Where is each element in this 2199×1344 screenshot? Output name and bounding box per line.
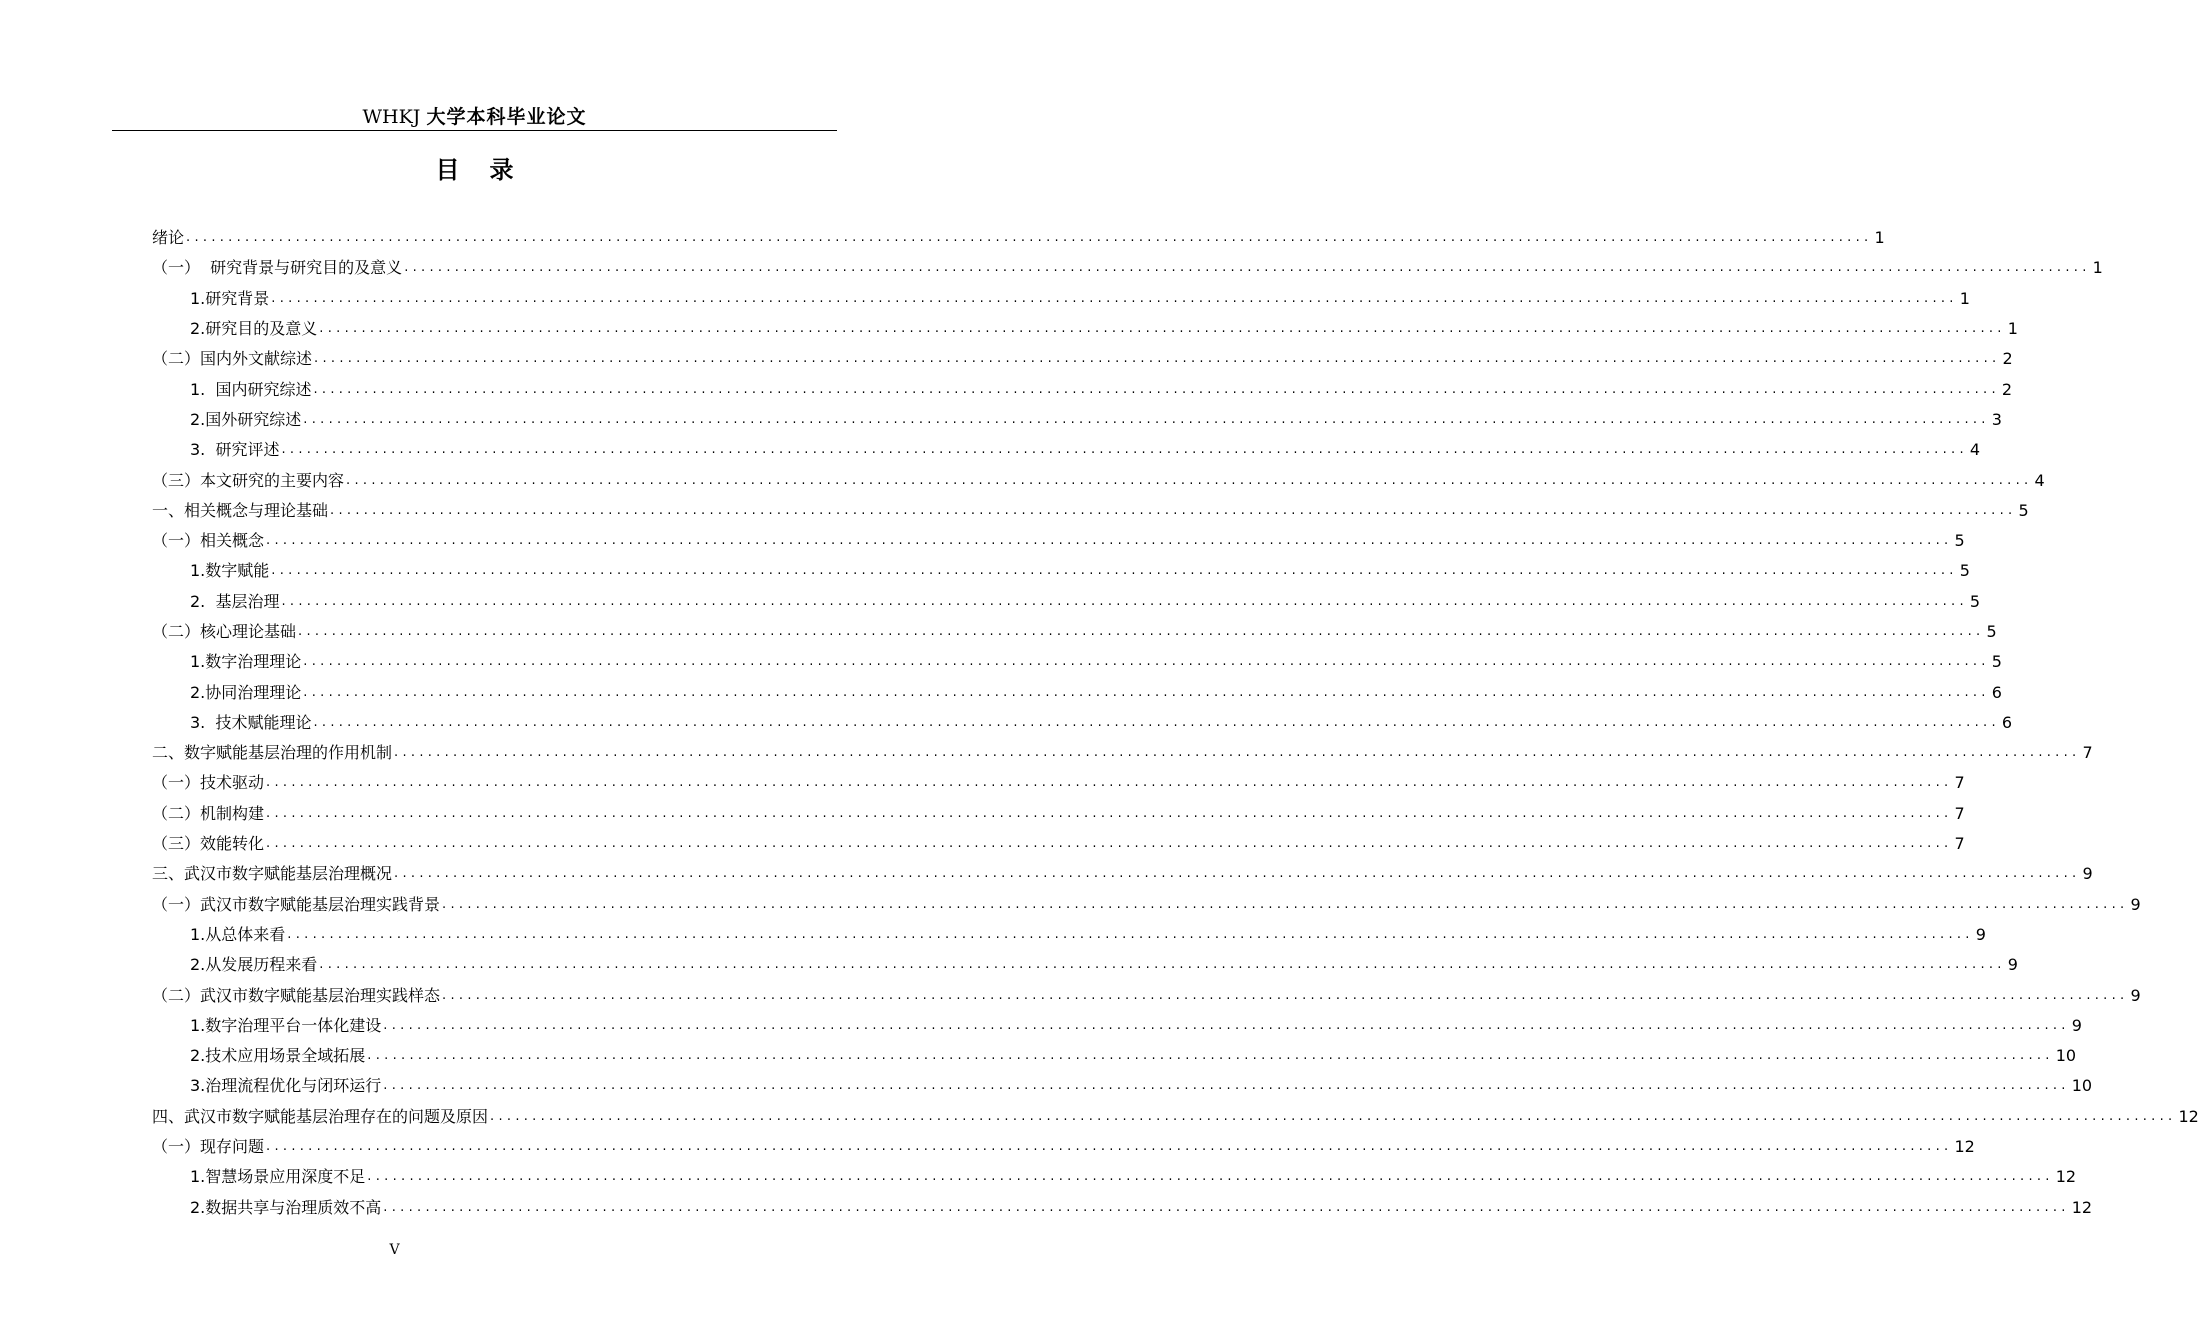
page-title: 目录 [435,156,544,184]
toc-entry-title: 二、数字赋能基层治理的作用机制 [152,743,393,763]
toc-dot-leader: ........................................................................................................................................................................................................ [186,230,1873,246]
toc-entry-title: 2. 基层治理 [190,591,280,611]
toc-entry-title: （二）国内外文献综述 [152,349,313,369]
toc-dot-leader: ........................................................................................................................................................................................................ [330,502,2017,518]
toc-dot-leader: ........................................................................................................................................................................................................ [303,684,1990,700]
toc-dot-leader: ........................................................................................................................................................................................................ [313,714,2000,730]
toc-entry-title: 1.从总体来看 [190,924,286,944]
toc-entry[interactable] [152,829,1965,859]
toc-entry[interactable] [152,768,1965,798]
toc-dot-leader: ........................................................................................................................................................................................................ [314,351,2001,367]
toc-entry-page: 12 [2055,1167,2077,1187]
toc-dot-leader: ........................................................................................................................................................................................................ [281,442,1968,458]
toc-entry-title: （一）技术驱动 [152,773,265,793]
toc-entry-page: 7 [1954,803,1965,823]
toc-entry-title: 1.智慧场景应用深度不足 [190,1167,366,1187]
toc-entry-page: 12 [2178,1106,2199,1126]
header-rule [112,130,837,131]
toc-dot-leader: ........................................................................................................................................................................................................ [266,1139,1953,1155]
toc-entry[interactable] [152,1132,1975,1162]
toc-dot-leader: ........................................................................................................................................................................................................ [266,836,1953,852]
toc-dot-leader: ........................................................................................................................................................................................................ [303,654,1990,670]
toc-dot-leader: ........................................................................................................................................................................................................ [404,260,2091,276]
toc-entry[interactable] [152,708,2013,738]
running-header [112,103,837,131]
toc-entry[interactable] [152,526,1965,556]
toc-entry[interactable] [152,1162,2077,1192]
table-of-contents [152,223,2199,1223]
toc-entry-page: 5 [1959,561,1970,581]
toc-entry-title: 1.研究背景 [190,288,270,308]
toc-entry-title: 1. 国内研究综述 [190,379,312,399]
toc-dot-leader: ........................................................................................................................................................................................................ [266,805,1953,821]
toc-entry-title: 1.数字治理平台一体化建设 [190,1015,382,1035]
toc-entry-page: 9 [2007,955,2018,975]
toc-entry[interactable] [152,1071,2093,1101]
toc-entry-title: 绪论 [152,228,185,248]
toc-dot-leader: ........................................................................................................................................................................................................ [271,563,1958,579]
toc-dot-leader: ........................................................................................................................................................................................................ [383,1017,2070,1033]
toc-entry-title: （一）相关概念 [152,531,265,551]
toc-dot-leader: ........................................................................................................................................................................................................ [346,472,2033,488]
toc-dot-leader: ........................................................................................................................................................................................................ [319,321,2006,337]
toc-entry-title: 1.数字赋能 [190,561,270,581]
toc-entry[interactable] [152,1041,2077,1071]
toc-entry-page: 9 [2071,1015,2082,1035]
header-title: 大学本科毕业论文 [426,106,587,128]
toc-dot-leader: ........................................................................................................................................................................................................ [394,866,2081,882]
toc-dot-leader: ........................................................................................................................................................................................................ [303,411,1990,427]
toc-entry-page: 9 [2082,864,2093,884]
toc-entry-title: （三）本文研究的主要内容 [152,470,345,490]
toc-entry-page: 3 [1991,409,2002,429]
toc-entry[interactable] [152,980,2141,1010]
toc-entry[interactable] [152,799,1965,829]
toc-dot-leader: ........................................................................................................................................................................................................ [442,987,2129,1003]
toc-entry-page: 5 [1969,591,1981,611]
toc-entry[interactable] [152,920,1986,950]
toc-dot-leader: ........................................................................................................................................................................................................ [298,624,1985,639]
toc-dot-leader: ........................................................................................................................................................................................................ [266,775,1953,791]
toc-entry[interactable] [152,556,1970,586]
toc-dot-leader: ........................................................................................................................................................................................................ [383,1078,2070,1094]
toc-entry-page: 12 [2071,1197,2093,1217]
toc-entry-title: 2.技术应用场景全域拓展 [190,1046,366,1066]
toc-dot-leader: ........................................................................................................................................................................................................ [313,381,2000,397]
toc-entry[interactable] [152,465,2045,495]
toc-dot-leader: ........................................................................................................................................................................................................ [442,896,2129,912]
toc-entry-page: 5 [1954,531,1965,551]
toc-entry-page: 7 [2082,743,2093,763]
toc-entry[interactable] [152,647,2002,677]
toc-entry[interactable] [152,738,2093,768]
toc-entry-title: 2.研究目的及意义 [190,319,318,339]
toc-dot-leader: ........................................................................................................................................................................................................ [383,1199,2070,1215]
toc-dot-leader: ........................................................................................................................................................................................................ [367,1048,2054,1064]
toc-entry-title: 3.治理流程优化与闭环运行 [190,1076,382,1096]
toc-entry[interactable] [152,587,1981,617]
toc-entry-page: 1 [1959,288,1970,308]
toc-entry[interactable] [152,344,2013,374]
toc-entry-title: （二）核心理论基础 [152,622,297,641]
toc-entry-page: 1 [1874,228,1885,248]
toc-entry-page: 1 [2007,319,2018,339]
toc-entry[interactable] [152,890,2141,920]
toc-entry[interactable] [152,1193,2093,1223]
toc-entry-title: 一、相关概念与理论基础 [152,500,329,520]
toc-entry-page: 4 [1969,440,1981,460]
toc-entry[interactable] [152,1011,2082,1041]
toc-entry-page: 9 [1975,924,1986,944]
toc-entry[interactable] [152,677,2002,707]
toc-entry[interactable] [152,253,2103,283]
toc-entry-title: （一）现存问题 [152,1137,265,1157]
toc-entry-title: 3. 研究评述 [190,440,280,460]
toc-dot-leader: ........................................................................................................................................................................................................ [394,745,2081,761]
toc-entry-page: 1 [2092,258,2103,278]
toc-entry-title: （二）机制构建 [152,803,265,823]
toc-entry-title: 2.从发展历程来看 [190,955,318,975]
toc-dot-leader: ........................................................................................................................................................................................................ [490,1108,2177,1124]
toc-entry-page: 2 [2001,379,2013,399]
toc-entry-page: 5 [1986,622,1997,641]
toc-entry-title: 2.协同治理理论 [190,682,302,702]
toc-entry-page: 9 [2130,985,2141,1005]
toc-dot-leader: ........................................................................................................................................................................................................ [281,593,1968,609]
page-number: V [389,1242,400,1258]
toc-dot-leader: ........................................................................................................................................................................................................ [319,957,2006,973]
toc-entry-page: 12 [1954,1137,1975,1157]
toc-entry[interactable] [152,405,2002,435]
toc-entry-page: 10 [2055,1046,2077,1066]
toc-entry-page: 9 [2130,894,2141,914]
toc-entry-title: （二）武汉市数字赋能基层治理实践样态 [152,985,441,1005]
toc-entry[interactable] [152,314,2018,344]
toc-entry[interactable] [152,374,2013,404]
toc-entry-title: 3. 技术赋能理论 [190,712,312,732]
toc-entry-page: 5 [1991,652,2002,672]
toc-entry-page: 7 [1954,834,1965,854]
toc-entry[interactable] [152,223,1885,253]
toc-entry-title: 1.数字治理理论 [190,652,302,672]
toc-entry[interactable] [152,284,1970,314]
toc-entry[interactable] [152,617,1997,647]
toc-entry-title: 2.数据共享与治理质效不高 [190,1197,382,1217]
toc-entry-page: 6 [2001,712,2013,732]
toc-entry[interactable] [152,859,2093,889]
toc-entry-page: 10 [2071,1076,2093,1096]
toc-entry[interactable] [152,1102,2199,1132]
toc-entry-title: （一） 研究背景与研究目的及意义 [152,258,403,278]
toc-entry-title: 2.国外研究综述 [190,409,302,429]
toc-entry-page: 4 [2034,470,2045,490]
header-latin: WHKJ [362,106,421,128]
toc-dot-leader: ........................................................................................................................................................................................................ [367,1169,2054,1185]
toc-dot-leader: ........................................................................................................................................................................................................ [271,290,1958,306]
toc-dot-leader: ........................................................................................................................................................................................................ [287,926,1974,942]
toc-entry[interactable] [152,950,2018,980]
toc-entry[interactable] [152,435,1981,465]
toc-entry[interactable] [152,496,2029,526]
toc-entry-title: （三）效能转化 [152,834,265,854]
toc-entry-page: 2 [2002,349,2013,369]
toc-entry-page: 5 [2018,500,2029,520]
toc-entry-page: 6 [1991,682,2002,702]
toc-entry-page: 7 [1954,773,1965,793]
toc-entry-title: 四、武汉市数字赋能基层治理存在的问题及原因 [152,1106,489,1126]
toc-entry-title: （一）武汉市数字赋能基层治理实践背景 [152,894,441,914]
toc-entry-title: 三、武汉市数字赋能基层治理概况 [152,864,393,884]
toc-dot-leader: ........................................................................................................................................................................................................ [266,533,1953,549]
